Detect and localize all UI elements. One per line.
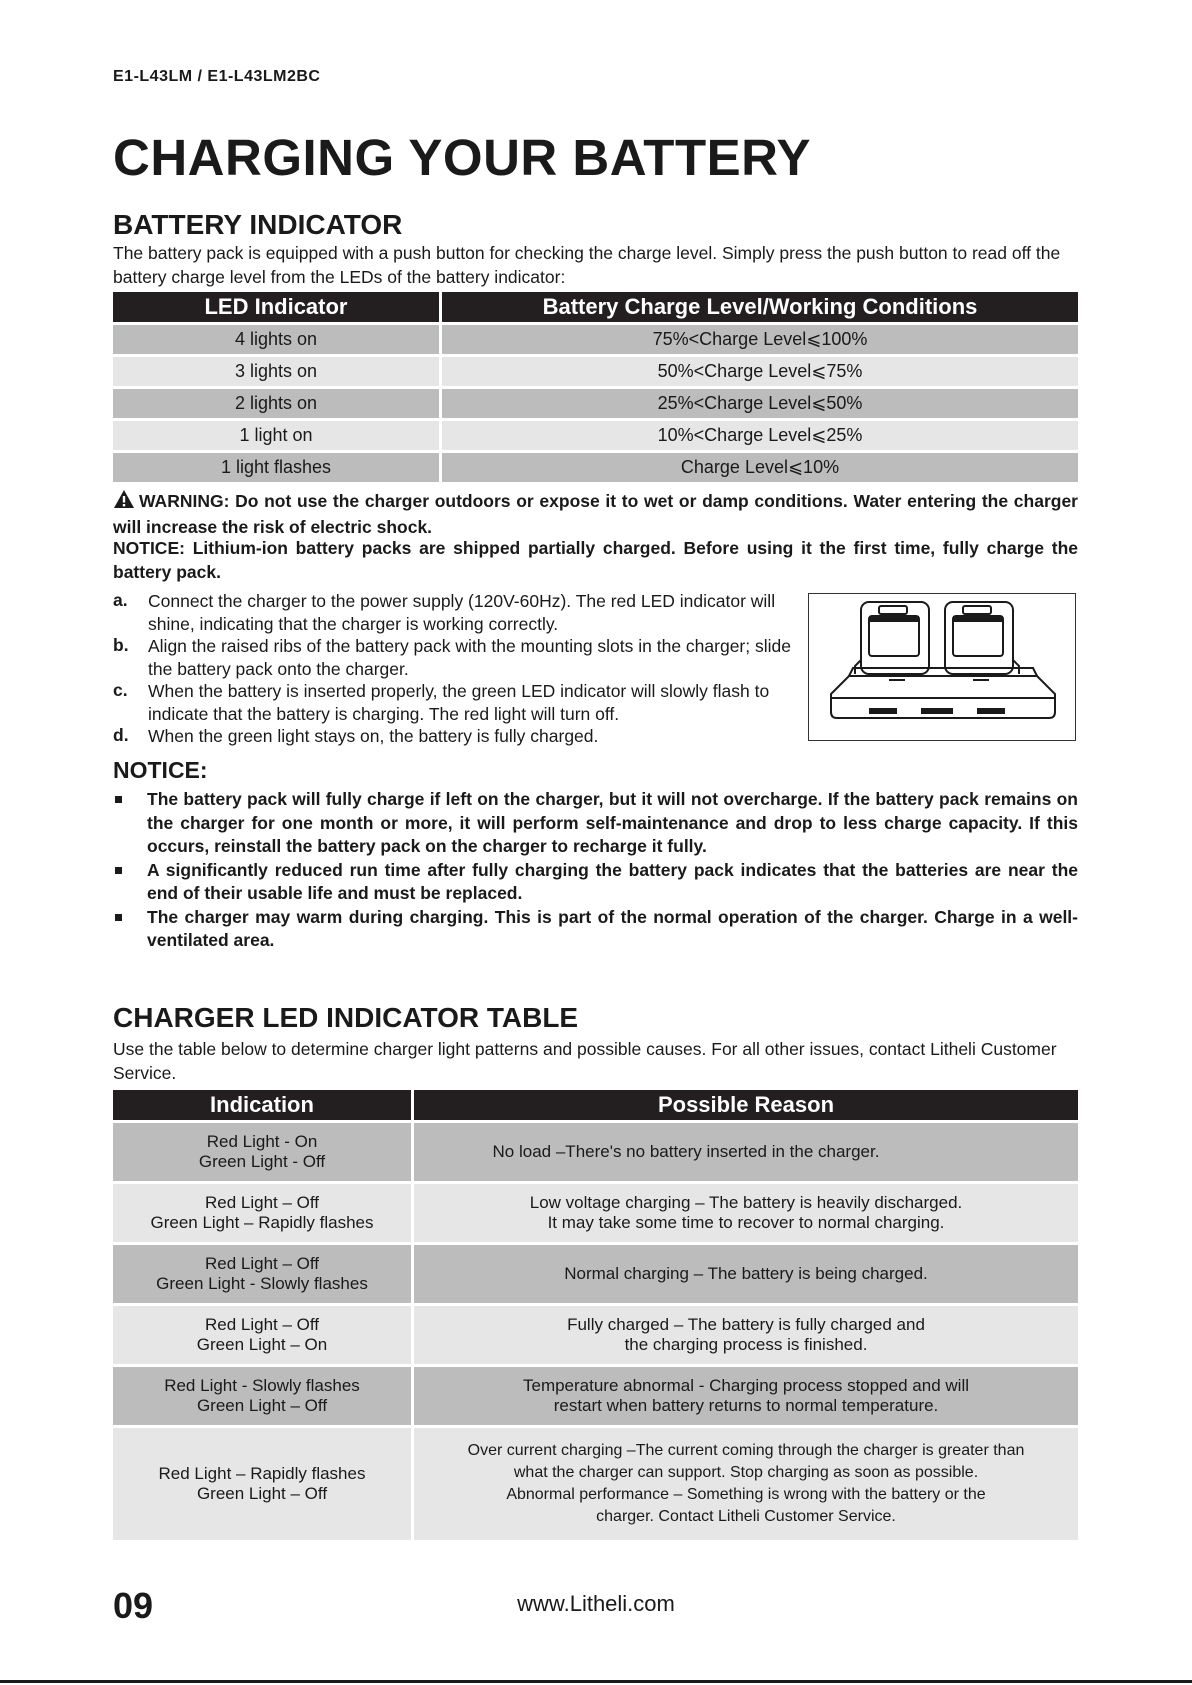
table-row [113,1306,1078,1364]
square-bullet-icon [115,914,122,921]
step-letter: b. [113,635,129,655]
notice-text: Lithium-ion battery packs are shipped partially charged. Before using it the first time, fully charge the battery pack. [113,538,1078,582]
indication-line: Green Light - Slowly flashes [156,1274,368,1293]
charger-led-heading: CHARGER LED INDICATOR TABLE [113,1002,579,1033]
led-cell: 1 light flashes [113,453,439,482]
indication-cell [113,1123,411,1181]
indication-line: Red Light - On [206,1132,318,1151]
battery-indicator-intro: The battery pack is equipped with a push button for checking the charge level. Simply press the push button to read off the battery charge level from the LEDs of the battery indicator: [113,243,1061,287]
notice-shipped-paragraph [113,536,1078,584]
reason-line: Over current charging –The current coming through the charger is greater than [467,1442,1025,1459]
reason-line: Abnormal performance – Something is wrong with the battery or the [506,1486,986,1503]
table-row [113,1367,1078,1425]
indication-line: Green Light – Off [196,1484,328,1503]
indication-cell [113,1428,411,1540]
reason-cell [411,1245,1078,1303]
indication-line: Red Light – Off [204,1254,320,1273]
charge-level-cell: Charge Level⩽10% [439,453,1078,482]
step-letter: c. [113,680,128,700]
table-row [113,1123,1078,1181]
notice-item [113,906,1078,953]
step-letter: d. [113,725,129,745]
reason-line: restart when battery returns to normal temperature. [553,1396,939,1415]
dual-charger-illustration [809,594,1074,739]
indication-line: Red Light - Slowly flashes [164,1376,360,1395]
notice-label: NOTICE: [113,538,185,558]
col-header-led: LED Indicator [113,292,439,322]
bottom-divider [0,1680,1192,1683]
square-bullet-icon [115,867,122,874]
step-item [113,635,803,680]
indication-line: Green Light – Rapidly flashes [150,1213,374,1232]
notice-item-text: The charger may warm during charging. This is part of the normal operation of the charger. Charge in a well-ventilated area. [147,906,1078,950]
indication-cell [113,1245,411,1303]
led-cell: 3 lights on [113,357,439,386]
reason-cell [411,1367,1078,1425]
table-row [113,1184,1078,1242]
warning-paragraph [113,489,1078,539]
led-cell: 1 light on [113,421,439,450]
reason-cell [411,1123,1078,1181]
reason-cell [411,1184,1078,1242]
indication-line: Red Light – Off [204,1315,320,1334]
reason-cell [411,1306,1078,1364]
reason-cell [411,1428,1078,1540]
notice-heading: NOTICE: [113,757,208,783]
notice-item [113,788,1078,859]
notice-item-text: The battery pack will fully charge if left on the charger, but it will not overcharge. If the battery pack remains on the charger for one month or more, it will perform self-maintenance and drop to less charge capacity. If this occurs, reinstall the battery pack on the charger to recharge it fully. [147,789,1078,856]
reason-line: Temperature abnormal - Charging process stopped and will [522,1376,969,1395]
square-bullet-icon [115,796,122,803]
page-number: 09 [113,1585,154,1626]
indication-line: Green Light - Off [198,1152,326,1171]
table-row [113,453,1078,482]
notice-item-text: A significantly reduced run time after fully charging the battery pack indicates that the batteries are near the end of their usable life and must be replaced. [147,859,1078,903]
reason-line: Normal charging – The battery is being charged. [564,1264,928,1283]
indication-line: Red Light – Off [204,1193,320,1212]
led-cell: 2 lights on [113,389,439,418]
reason-line: It may take some time to recover to normal charging. [547,1213,945,1232]
step-text: Align the raised ribs of the battery pack with the mounting slots in the charger; slide the battery pack onto the charger. [148,636,791,679]
warning-label: WARNING: [139,491,230,511]
reason-line: No load –There's no battery inserted in the charger. [492,1142,880,1161]
charger-image-frame [808,593,1076,741]
charger-led-intro: Use the table below to determine charger light patterns and possible causes. For all other issues, contact Litheli Customer Service. [113,1039,1057,1083]
page-title: CHARGING YOUR BATTERY [113,129,812,186]
charge-level-cell: 75%<Charge Level⩽100% [439,325,1078,354]
battery-indicator-heading: BATTERY INDICATOR [113,209,403,240]
indication-cell [113,1184,411,1242]
table-row [113,357,1078,386]
notice-list [113,788,1078,953]
step-letter: a. [113,590,128,610]
battery-indicator-table [113,289,1078,485]
col-header-indication: Indication [113,1090,411,1120]
reason-line: Low voltage charging – The battery is heavily discharged. [529,1193,963,1212]
charging-steps [113,590,803,748]
step-item [113,590,803,635]
warning-text: Do not use the charger outdoors or expose it to wet or damp conditions. Water entering the charger will increase the risk of electric shock. [113,491,1078,537]
reason-line: charger. Contact Litheli Customer Service. [596,1508,896,1525]
step-item [113,680,803,725]
step-text: When the battery is inserted properly, the green LED indicator will slowly flash to indicate that the battery is charging. The red light will turn off. [148,681,770,724]
indication-cell [113,1367,411,1425]
table-row [113,389,1078,418]
charge-level-cell: 10%<Charge Level⩽25% [439,421,1078,450]
warning-triangle-icon [113,489,135,515]
model-number: E1-L43LM / E1-L43LM2BC [113,68,321,85]
reason-line: the charging process is finished. [624,1335,868,1354]
table-row [113,1245,1078,1303]
step-text: When the green light stays on, the battery is fully charged. [148,726,599,746]
charge-level-cell: 50%<Charge Level⩽75% [439,357,1078,386]
col-header-charge-level: Battery Charge Level/Working Conditions [439,292,1078,322]
website-url: www.Litheli.com [517,1591,675,1616]
table-row [113,421,1078,450]
table-row [113,1428,1078,1540]
indication-cell [113,1306,411,1364]
reason-line: what the charger can support. Stop charging as soon as possible. [513,1464,979,1481]
charge-level-cell: 25%<Charge Level⩽50% [439,389,1078,418]
notice-item [113,859,1078,906]
col-header-possible-reason: Possible Reason [411,1090,1078,1120]
reason-line: Fully charged – The battery is fully charged and [567,1315,925,1334]
indication-line: Green Light – On [196,1335,328,1354]
step-item [113,725,803,748]
indication-line: Red Light – Rapidly flashes [158,1464,366,1483]
step-text: Connect the charger to the power supply (120V-60Hz). The red LED indicator will shine, indicating that the charger is working correctly. [148,591,776,634]
table-row [113,325,1078,354]
led-cell: 4 lights on [113,325,439,354]
indication-line: Green Light – Off [196,1396,328,1415]
charger-led-table [113,1087,1078,1543]
